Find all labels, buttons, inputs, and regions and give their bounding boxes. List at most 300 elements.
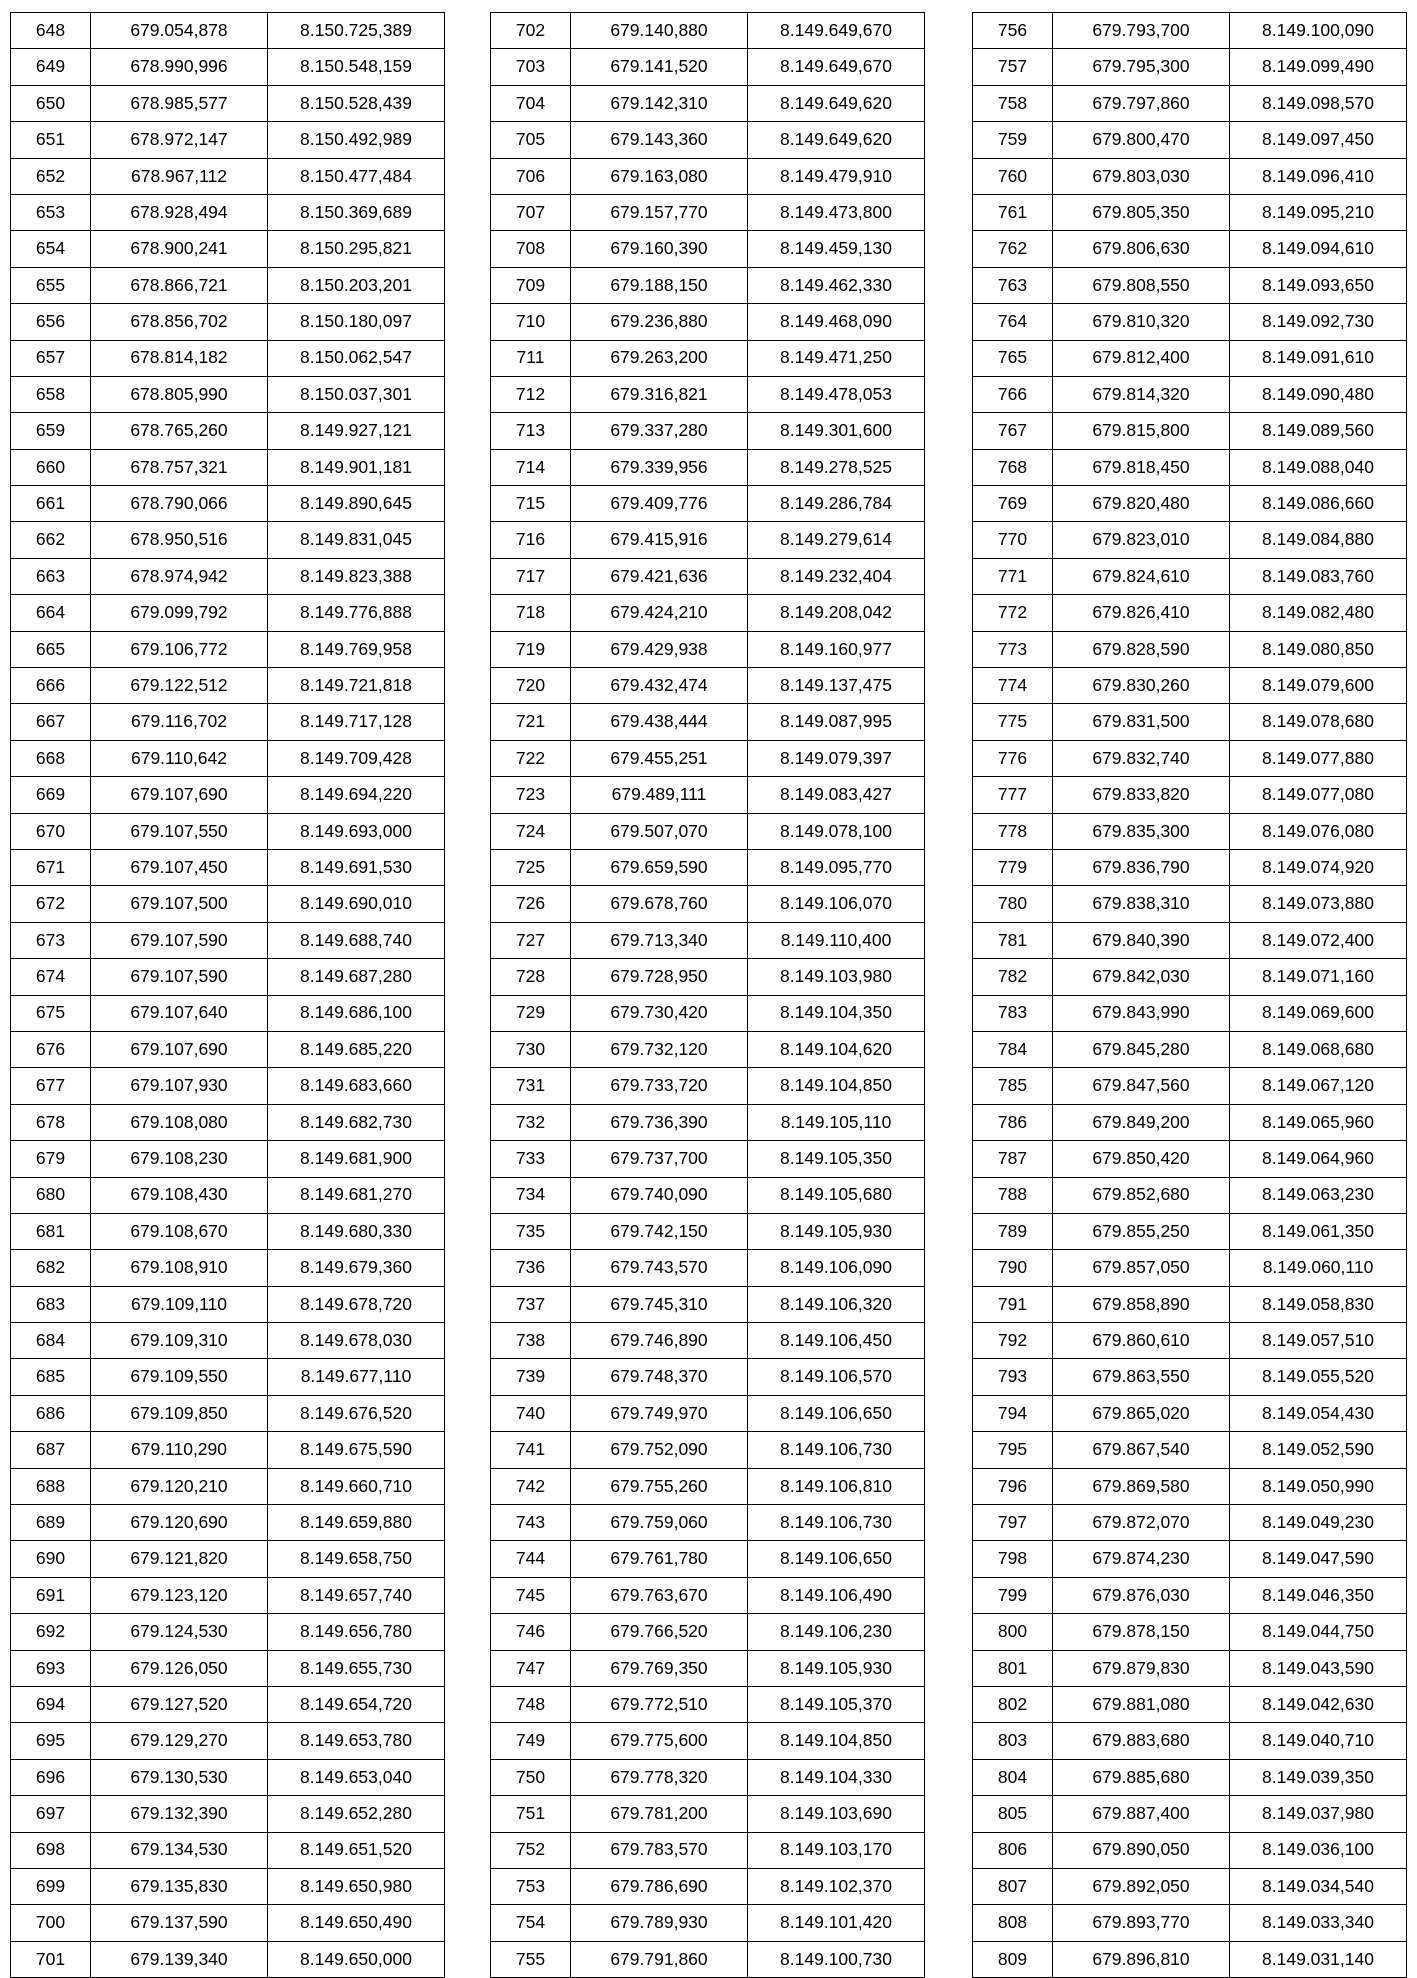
table-row	[491, 231, 925, 267]
coordinate-east-cell: 679.826,410	[1053, 595, 1230, 631]
coordinate-north-cell: 8.149.087,995	[748, 704, 925, 740]
coordinate-north-cell: 8.149.650,000	[268, 1941, 445, 1977]
point-number-cell: 689	[11, 1505, 91, 1541]
point-number-cell: 649	[11, 49, 91, 85]
table-row	[11, 849, 445, 885]
table-row	[973, 1759, 1407, 1795]
coordinate-east-cell: 679.130,530	[91, 1759, 268, 1795]
coordinate-north-cell: 8.149.653,040	[268, 1759, 445, 1795]
table-row	[973, 595, 1407, 631]
coordinate-east-cell: 679.339,956	[571, 449, 748, 485]
coordinate-north-cell: 8.149.065,960	[1230, 1104, 1407, 1140]
coordinate-north-cell: 8.149.653,780	[268, 1723, 445, 1759]
coordinate-north-cell: 8.149.058,830	[1230, 1286, 1407, 1322]
coordinate-north-cell: 8.149.090,480	[1230, 376, 1407, 412]
point-number-cell: 731	[491, 1068, 571, 1104]
point-number-cell: 734	[491, 1177, 571, 1213]
table-row	[11, 813, 445, 849]
table-row	[11, 158, 445, 194]
table-row	[11, 49, 445, 85]
table-row	[973, 1541, 1407, 1577]
table-row	[11, 1723, 445, 1759]
point-number-cell: 653	[11, 194, 91, 230]
coordinate-east-cell: 679.137,590	[91, 1905, 268, 1941]
table-row	[11, 995, 445, 1031]
coordinate-north-cell: 8.149.110,400	[748, 922, 925, 958]
point-number-cell: 722	[491, 740, 571, 776]
coordinate-east-cell: 679.896,810	[1053, 1941, 1230, 1977]
point-number-cell: 659	[11, 413, 91, 449]
coordinate-east-cell: 679.878,150	[1053, 1614, 1230, 1650]
table-row	[491, 1832, 925, 1868]
table-row	[11, 449, 445, 485]
table-row	[11, 959, 445, 995]
point-number-cell: 808	[973, 1905, 1053, 1941]
point-number-cell: 720	[491, 668, 571, 704]
table-row	[973, 1104, 1407, 1140]
coordinate-north-cell: 8.149.077,080	[1230, 777, 1407, 813]
coordinate-east-cell: 679.745,310	[571, 1286, 748, 1322]
table-row	[11, 486, 445, 522]
point-number-cell: 708	[491, 231, 571, 267]
table-row	[973, 1832, 1407, 1868]
coordinate-east-cell: 679.236,880	[571, 304, 748, 340]
coordinate-table-left	[10, 12, 445, 1978]
coordinate-east-cell: 678.814,182	[91, 340, 268, 376]
point-number-cell: 703	[491, 49, 571, 85]
point-number-cell: 788	[973, 1177, 1053, 1213]
coordinate-east-cell: 679.129,270	[91, 1723, 268, 1759]
coordinate-east-cell: 679.806,630	[1053, 231, 1230, 267]
coordinate-east-cell: 679.828,590	[1053, 631, 1230, 667]
coordinate-north-cell: 8.149.104,330	[748, 1759, 925, 1795]
coordinate-north-cell: 8.149.679,360	[268, 1250, 445, 1286]
coordinate-north-cell: 8.149.927,121	[268, 413, 445, 449]
point-number-cell: 656	[11, 304, 91, 340]
coordinate-east-cell: 679.730,420	[571, 995, 748, 1031]
point-number-cell: 807	[973, 1868, 1053, 1904]
coordinate-east-cell: 679.818,450	[1053, 449, 1230, 485]
coordinate-east-cell: 679.263,200	[571, 340, 748, 376]
table-row	[11, 1686, 445, 1722]
point-number-cell: 715	[491, 486, 571, 522]
coordinate-east-cell: 679.163,080	[571, 158, 748, 194]
point-number-cell: 657	[11, 340, 91, 376]
coordinate-north-cell: 8.149.104,350	[748, 995, 925, 1031]
coordinate-north-cell: 8.149.050,990	[1230, 1468, 1407, 1504]
coordinate-east-cell: 679.748,370	[571, 1359, 748, 1395]
coordinate-north-cell: 8.150.295,821	[268, 231, 445, 267]
coordinate-east-cell: 679.116,702	[91, 704, 268, 740]
coordinate-north-cell: 8.149.677,110	[268, 1359, 445, 1395]
point-number-cell: 764	[973, 304, 1053, 340]
coordinate-north-cell: 8.149.100,090	[1230, 13, 1407, 49]
point-number-cell: 782	[973, 959, 1053, 995]
table-row	[973, 49, 1407, 85]
point-number-cell: 796	[973, 1468, 1053, 1504]
table-row	[491, 1541, 925, 1577]
coordinate-east-cell: 679.890,050	[1053, 1832, 1230, 1868]
point-number-cell: 743	[491, 1505, 571, 1541]
coordinate-north-cell: 8.150.037,301	[268, 376, 445, 412]
coordinate-east-cell: 679.769,350	[571, 1650, 748, 1686]
coordinate-north-cell: 8.149.078,100	[748, 813, 925, 849]
coordinate-east-cell: 679.815,800	[1053, 413, 1230, 449]
point-number-cell: 760	[973, 158, 1053, 194]
table-row	[11, 1359, 445, 1395]
table-row	[973, 13, 1407, 49]
coordinate-north-cell: 8.149.106,650	[748, 1395, 925, 1431]
table-row	[11, 1505, 445, 1541]
table-row	[491, 122, 925, 158]
coordinate-east-cell: 679.852,680	[1053, 1177, 1230, 1213]
coordinate-east-cell: 679.892,050	[1053, 1868, 1230, 1904]
coordinate-north-cell: 8.149.690,010	[268, 886, 445, 922]
coordinate-north-cell: 8.150.477,484	[268, 158, 445, 194]
table-row	[491, 558, 925, 594]
table-row	[491, 1868, 925, 1904]
point-number-cell: 795	[973, 1432, 1053, 1468]
coordinate-east-cell: 679.121,820	[91, 1541, 268, 1577]
coordinate-east-cell: 679.800,470	[1053, 122, 1230, 158]
point-number-cell: 799	[973, 1577, 1053, 1613]
point-number-cell: 750	[491, 1759, 571, 1795]
table-row	[973, 413, 1407, 449]
coordinate-east-cell: 678.805,990	[91, 376, 268, 412]
coordinate-north-cell: 8.149.101,420	[748, 1905, 925, 1941]
point-number-cell: 748	[491, 1686, 571, 1722]
coordinate-east-cell: 679.188,150	[571, 267, 748, 303]
coordinate-east-cell: 678.974,942	[91, 558, 268, 594]
coordinate-east-cell: 679.791,860	[571, 1941, 748, 1977]
coordinate-north-cell: 8.149.064,960	[1230, 1141, 1407, 1177]
point-number-cell: 674	[11, 959, 91, 995]
point-number-cell: 737	[491, 1286, 571, 1322]
coordinate-east-cell: 678.928,494	[91, 194, 268, 230]
coordinate-east-cell: 679.761,780	[571, 1541, 748, 1577]
table-row	[491, 849, 925, 885]
table-row	[973, 777, 1407, 813]
coordinate-north-cell: 8.149.106,320	[748, 1286, 925, 1322]
table-row	[491, 1031, 925, 1067]
point-number-cell: 753	[491, 1868, 571, 1904]
coordinate-north-cell: 8.149.660,710	[268, 1468, 445, 1504]
coordinate-east-cell: 679.752,090	[571, 1432, 748, 1468]
coordinate-north-cell: 8.149.459,130	[748, 231, 925, 267]
table-row	[973, 194, 1407, 230]
coordinate-north-cell: 8.149.717,128	[268, 704, 445, 740]
table-row	[11, 1650, 445, 1686]
table-row	[11, 704, 445, 740]
table-row	[973, 1068, 1407, 1104]
coordinate-north-cell: 8.149.096,410	[1230, 158, 1407, 194]
coordinate-east-cell: 679.143,360	[571, 122, 748, 158]
table-row	[11, 231, 445, 267]
table-row	[491, 668, 925, 704]
coordinate-north-cell: 8.149.651,520	[268, 1832, 445, 1868]
table-row	[973, 849, 1407, 885]
point-number-cell: 730	[491, 1031, 571, 1067]
coordinate-east-cell: 679.803,030	[1053, 158, 1230, 194]
point-number-cell: 650	[11, 85, 91, 121]
coordinate-north-cell: 8.149.831,045	[268, 522, 445, 558]
point-number-cell: 735	[491, 1213, 571, 1249]
table-row	[11, 1068, 445, 1104]
point-number-cell: 727	[491, 922, 571, 958]
coordinate-north-cell: 8.149.043,590	[1230, 1650, 1407, 1686]
coordinate-north-cell: 8.149.769,958	[268, 631, 445, 667]
coordinate-north-cell: 8.149.042,630	[1230, 1686, 1407, 1722]
point-number-cell: 780	[973, 886, 1053, 922]
point-number-cell: 797	[973, 1505, 1053, 1541]
coordinate-east-cell: 679.126,050	[91, 1650, 268, 1686]
coordinate-north-cell: 8.149.106,070	[748, 886, 925, 922]
table-row	[491, 1395, 925, 1431]
point-number-cell: 804	[973, 1759, 1053, 1795]
table-row	[491, 1723, 925, 1759]
table-row	[11, 1468, 445, 1504]
coordinate-north-cell: 8.149.036,100	[1230, 1832, 1407, 1868]
table-row	[491, 340, 925, 376]
coordinate-north-cell: 8.149.105,930	[748, 1650, 925, 1686]
point-number-cell: 744	[491, 1541, 571, 1577]
point-number-cell: 781	[973, 922, 1053, 958]
point-number-cell: 687	[11, 1432, 91, 1468]
coordinate-east-cell: 679.415,916	[571, 522, 748, 558]
table-row	[491, 1941, 925, 1977]
coordinate-east-cell: 679.858,890	[1053, 1286, 1230, 1322]
coordinate-east-cell: 679.108,430	[91, 1177, 268, 1213]
coordinate-east-cell: 679.107,500	[91, 886, 268, 922]
table-row	[973, 1905, 1407, 1941]
point-number-cell: 765	[973, 340, 1053, 376]
point-number-cell: 707	[491, 194, 571, 230]
table-row	[973, 1686, 1407, 1722]
coordinate-north-cell: 8.150.725,389	[268, 13, 445, 49]
coordinate-east-cell: 678.972,147	[91, 122, 268, 158]
table-row	[491, 85, 925, 121]
coordinate-north-cell: 8.149.686,100	[268, 995, 445, 1031]
coordinate-east-cell: 679.157,770	[571, 194, 748, 230]
coordinate-north-cell: 8.149.044,750	[1230, 1614, 1407, 1650]
point-number-cell: 697	[11, 1796, 91, 1832]
coordinate-north-cell: 8.149.079,397	[748, 740, 925, 776]
coordinate-east-cell: 679.124,530	[91, 1614, 268, 1650]
point-number-cell: 809	[973, 1941, 1053, 1977]
table-row	[973, 85, 1407, 121]
coordinate-east-cell: 679.110,290	[91, 1432, 268, 1468]
coordinate-north-cell: 8.149.681,900	[268, 1141, 445, 1177]
point-number-cell: 711	[491, 340, 571, 376]
coordinate-east-cell: 679.883,680	[1053, 1723, 1230, 1759]
coordinate-east-cell: 679.887,400	[1053, 1796, 1230, 1832]
point-number-cell: 803	[973, 1723, 1053, 1759]
table-row	[11, 1104, 445, 1140]
coordinate-east-cell: 679.134,530	[91, 1832, 268, 1868]
coordinate-north-cell: 8.149.095,210	[1230, 194, 1407, 230]
coordinate-north-cell: 8.149.649,670	[748, 13, 925, 49]
coordinate-east-cell: 679.107,690	[91, 1031, 268, 1067]
table-row	[973, 704, 1407, 740]
point-number-cell: 681	[11, 1213, 91, 1249]
point-number-cell: 660	[11, 449, 91, 485]
table-row	[11, 267, 445, 303]
coordinate-north-cell: 8.149.039,350	[1230, 1759, 1407, 1795]
coordinate-east-cell: 679.781,200	[571, 1796, 748, 1832]
table-row	[11, 413, 445, 449]
table-row	[11, 1868, 445, 1904]
coordinate-north-cell: 8.149.100,730	[748, 1941, 925, 1977]
point-number-cell: 664	[11, 595, 91, 631]
coordinate-north-cell: 8.149.160,977	[748, 631, 925, 667]
coordinate-north-cell: 8.149.682,730	[268, 1104, 445, 1140]
table-body	[973, 13, 1407, 1978]
point-number-cell: 652	[11, 158, 91, 194]
coordinate-north-cell: 8.149.106,650	[748, 1541, 925, 1577]
point-number-cell: 767	[973, 413, 1053, 449]
table-row	[491, 1650, 925, 1686]
table-row	[491, 449, 925, 485]
table-row	[11, 595, 445, 631]
point-number-cell: 794	[973, 1395, 1053, 1431]
coordinate-north-cell: 8.149.052,590	[1230, 1432, 1407, 1468]
coordinate-east-cell: 679.874,230	[1053, 1541, 1230, 1577]
coordinate-north-cell: 8.149.106,450	[748, 1323, 925, 1359]
point-number-cell: 669	[11, 777, 91, 813]
coordinate-east-cell: 679.755,260	[571, 1468, 748, 1504]
point-number-cell: 742	[491, 1468, 571, 1504]
point-number-cell: 757	[973, 49, 1053, 85]
coordinate-north-cell: 8.149.823,388	[268, 558, 445, 594]
coordinate-north-cell: 8.149.031,140	[1230, 1941, 1407, 1977]
coordinate-north-cell: 8.149.071,160	[1230, 959, 1407, 995]
point-number-cell: 655	[11, 267, 91, 303]
coordinate-north-cell: 8.149.106,490	[748, 1577, 925, 1613]
coordinate-north-cell: 8.149.105,370	[748, 1686, 925, 1722]
coordinate-east-cell: 679.743,570	[571, 1250, 748, 1286]
coordinate-east-cell: 678.967,112	[91, 158, 268, 194]
table-row	[491, 1213, 925, 1249]
coordinate-east-cell: 679.106,772	[91, 631, 268, 667]
table-row	[11, 1432, 445, 1468]
point-number-cell: 738	[491, 1323, 571, 1359]
coordinate-north-cell: 8.149.301,600	[748, 413, 925, 449]
coordinate-east-cell: 679.107,450	[91, 849, 268, 885]
coordinate-north-cell: 8.149.077,880	[1230, 740, 1407, 776]
table-row	[11, 631, 445, 667]
coordinate-north-cell: 8.149.709,428	[268, 740, 445, 776]
coordinate-east-cell: 679.766,520	[571, 1614, 748, 1650]
coordinate-north-cell: 8.150.369,689	[268, 194, 445, 230]
table-row	[973, 1031, 1407, 1067]
coordinate-east-cell: 679.847,560	[1053, 1068, 1230, 1104]
coordinate-north-cell: 8.149.286,784	[748, 486, 925, 522]
coordinate-east-cell: 679.869,580	[1053, 1468, 1230, 1504]
table-row	[491, 1250, 925, 1286]
table-row	[11, 1905, 445, 1941]
point-number-cell: 725	[491, 849, 571, 885]
table-row	[491, 1068, 925, 1104]
point-number-cell: 789	[973, 1213, 1053, 1249]
point-number-cell: 728	[491, 959, 571, 995]
coordinate-east-cell: 679.438,444	[571, 704, 748, 740]
table-row	[491, 1577, 925, 1613]
point-number-cell: 662	[11, 522, 91, 558]
table-row	[491, 1759, 925, 1795]
coordinate-north-cell: 8.149.089,560	[1230, 413, 1407, 449]
point-number-cell: 783	[973, 995, 1053, 1031]
point-number-cell: 672	[11, 886, 91, 922]
point-number-cell: 680	[11, 1177, 91, 1213]
coordinate-north-cell: 8.149.061,350	[1230, 1213, 1407, 1249]
coordinate-east-cell: 679.820,480	[1053, 486, 1230, 522]
coordinate-north-cell: 8.149.078,680	[1230, 704, 1407, 740]
coordinate-east-cell: 679.808,550	[1053, 267, 1230, 303]
coordinate-north-cell: 8.149.776,888	[268, 595, 445, 631]
table-row	[491, 813, 925, 849]
coordinate-east-cell: 679.850,420	[1053, 1141, 1230, 1177]
coordinate-north-cell: 8.149.034,540	[1230, 1868, 1407, 1904]
coordinate-east-cell: 679.855,250	[1053, 1213, 1230, 1249]
coordinate-north-cell: 8.149.650,490	[268, 1905, 445, 1941]
table-row	[11, 1759, 445, 1795]
coordinate-east-cell: 679.099,792	[91, 595, 268, 631]
coordinate-east-cell: 679.881,080	[1053, 1686, 1230, 1722]
table-row	[11, 1941, 445, 1977]
point-number-cell: 706	[491, 158, 571, 194]
point-number-cell: 688	[11, 1468, 91, 1504]
table-row	[11, 1286, 445, 1322]
point-number-cell: 741	[491, 1432, 571, 1468]
point-number-cell: 661	[11, 486, 91, 522]
coordinate-north-cell: 8.149.040,710	[1230, 1723, 1407, 1759]
point-number-cell: 762	[973, 231, 1053, 267]
coordinate-east-cell: 679.872,070	[1053, 1505, 1230, 1541]
coordinate-north-cell: 8.149.103,690	[748, 1796, 925, 1832]
coordinate-east-cell: 678.790,066	[91, 486, 268, 522]
point-number-cell: 716	[491, 522, 571, 558]
coordinate-east-cell: 679.842,030	[1053, 959, 1230, 995]
point-number-cell: 726	[491, 886, 571, 922]
point-number-cell: 654	[11, 231, 91, 267]
table-row	[491, 922, 925, 958]
coordinate-east-cell: 679.139,340	[91, 1941, 268, 1977]
point-number-cell: 676	[11, 1031, 91, 1067]
coordinate-north-cell: 8.149.658,750	[268, 1541, 445, 1577]
coordinate-north-cell: 8.149.091,610	[1230, 340, 1407, 376]
coordinate-north-cell: 8.149.694,220	[268, 777, 445, 813]
table-row	[973, 886, 1407, 922]
table-row	[973, 1505, 1407, 1541]
point-number-cell: 709	[491, 267, 571, 303]
coordinate-north-cell: 8.149.659,880	[268, 1505, 445, 1541]
coordinate-east-cell: 679.795,300	[1053, 49, 1230, 85]
table-row	[491, 704, 925, 740]
coordinate-east-cell: 679.107,590	[91, 922, 268, 958]
coordinate-north-cell: 8.149.083,427	[748, 777, 925, 813]
table-row	[491, 1796, 925, 1832]
table-row	[491, 1432, 925, 1468]
coordinate-east-cell: 679.659,590	[571, 849, 748, 885]
coordinate-east-cell: 679.160,390	[571, 231, 748, 267]
coordinate-north-cell: 8.149.655,730	[268, 1650, 445, 1686]
point-number-cell: 759	[973, 122, 1053, 158]
coordinate-east-cell: 679.108,910	[91, 1250, 268, 1286]
coordinate-east-cell: 679.749,970	[571, 1395, 748, 1431]
point-number-cell: 675	[11, 995, 91, 1031]
table-row	[491, 376, 925, 412]
point-number-cell: 658	[11, 376, 91, 412]
